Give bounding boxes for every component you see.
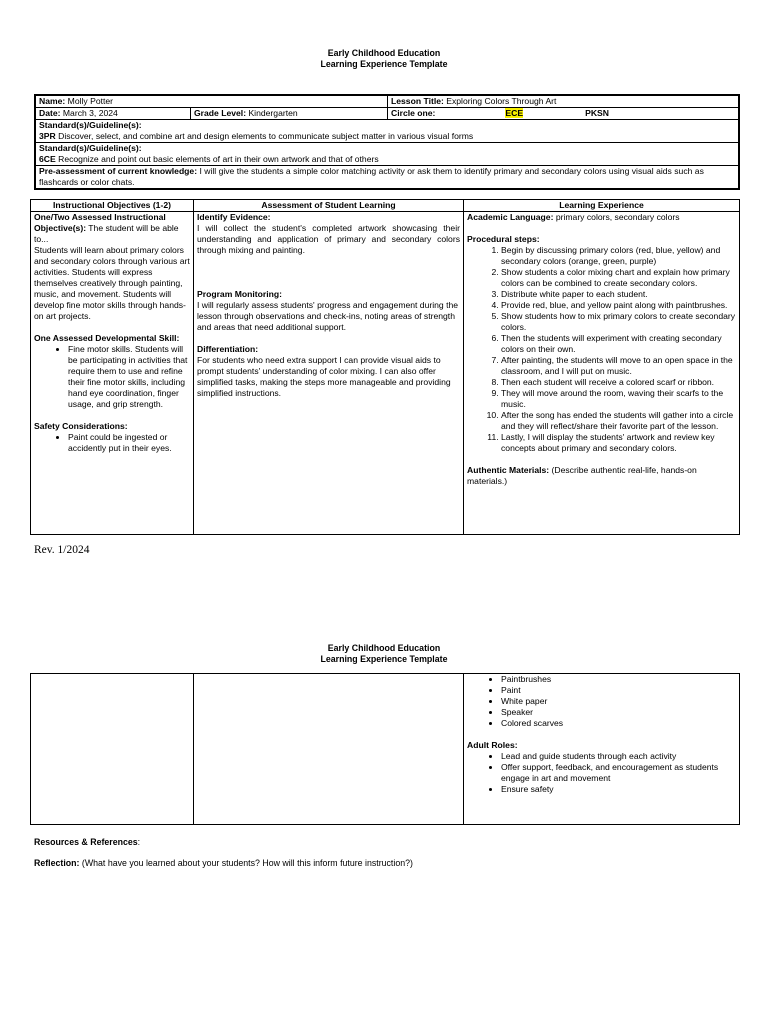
reflection-label: Reflection: xyxy=(34,858,80,868)
step-item: 6. Then the students will experiment with creating secondary colors on their own. xyxy=(501,333,736,355)
name-value: Molly Potter xyxy=(67,96,114,106)
objectives-cell xyxy=(31,212,194,535)
date-value: March 3, 2024 xyxy=(62,108,118,118)
pre-assessment-cell xyxy=(35,166,739,190)
list-item: • Fine motor skills. Students will be participating in activities that require them to use and refine their fine motor skills, including hand eye coordination, finger usage, and grip strength. xyxy=(68,344,190,410)
step-item: 11. Lastly, I will display the students' artwork and review key concepts about primary and secondary colors. xyxy=(501,432,736,454)
col-head-learning-experience: Learning Experience xyxy=(464,200,740,212)
list-item: • Paintbrushes xyxy=(501,674,736,685)
page2-objectives-cell xyxy=(31,674,194,825)
differentiation-text: For students who need extra support I can provide visual aids to prompt students' understanding of color mixing. I can also offer simplified tasks, making the steps more manageable and providing simplified instructions. xyxy=(197,355,451,398)
monitoring-text: I will regularly assess students' progress and engagement during the lesson through observations and check-ins, noting areas of strength and areas that need additional support. xyxy=(197,300,459,332)
date-label: Date: xyxy=(39,108,61,118)
circle-one-cell xyxy=(388,108,740,120)
objective-body: Students will learn about primary colors and secondary colors through various art activities. Students will express themselves creatively through painting, music, and movement. Students will develop fine motor skills through hands-on art projects. xyxy=(34,245,190,321)
reflection-section xyxy=(34,858,413,869)
evidence-text: I will collect the student's completed artwork showcasing their understanding and application of primary and secondary colors through mixing and painting. xyxy=(197,223,460,255)
circle-one-label: Circle one: xyxy=(391,108,436,118)
step-item: 1. Begin by discussing primary colors (red, blue, yellow) and secondary colors (orange, green, purple) xyxy=(501,245,736,267)
academic-language-label: Academic Language: xyxy=(467,212,554,222)
list-item: • White paper xyxy=(501,696,736,707)
resources-label: Resources & References xyxy=(34,837,138,847)
objective-intro: The student will be able to... xyxy=(34,223,179,244)
step-item: 3. Distribute white paper to each student. xyxy=(501,289,736,300)
developmental-skill-list xyxy=(34,344,190,410)
standard-2-cell xyxy=(35,143,739,166)
monitoring-label: Program Monitoring: xyxy=(197,289,282,299)
page2-subtitle: Learning Experience Template xyxy=(320,654,448,664)
learning-experience-cell xyxy=(464,212,740,535)
list-item: • Ensure safety xyxy=(501,784,736,795)
date-cell xyxy=(35,108,191,120)
list-item: • Offer support, feedback, and encouragement as students engage in art and movement xyxy=(501,762,736,784)
document-subtitle: Learning Experience Template xyxy=(320,59,448,69)
procedural-steps-label: Procedural steps: xyxy=(467,234,540,244)
developmental-skill-label: One Assessed Developmental Skill: xyxy=(34,333,180,343)
step-item: 10. After the song has ended the students will gather into a circle and they will reflect/share their favorite part of the lesson. xyxy=(501,410,736,432)
col-head-objectives: Instructional Objectives (1-2) xyxy=(31,200,194,212)
standard-1-label: Standard(s)/Guideline(s): xyxy=(39,120,142,130)
standard-1-text: Discover, select, and combine art and design elements to communicate subject matter in various visual forms xyxy=(58,131,474,141)
grade-label: Grade Level: xyxy=(194,108,247,118)
procedural-steps-list xyxy=(467,245,736,454)
pre-assessment-label: Pre-assessment of current knowledge: xyxy=(39,166,198,176)
standard-2-text: Recognize and point out basic elements of art in their own artwork and that of others xyxy=(58,154,379,164)
step-item: 2. Show students a color mixing chart and explain how primary colors can be combined to create secondary colors. xyxy=(501,267,736,289)
adult-roles-label: Adult Roles: xyxy=(467,740,518,750)
list-item: • Colored scarves xyxy=(501,718,736,729)
authentic-materials-label: Authentic Materials: xyxy=(467,465,550,475)
list-item: • Paint xyxy=(501,685,736,696)
materials-list xyxy=(467,674,736,729)
resources-colon: : xyxy=(137,837,141,847)
circle-option-ece: ECE xyxy=(505,108,524,118)
list-item: • Paint could be ingested or accidently put in their eyes. xyxy=(68,432,190,454)
assessment-cell xyxy=(194,212,464,535)
page2-title: Early Childhood Education xyxy=(327,643,441,653)
list-item: • Lead and guide students through each activity xyxy=(501,751,736,762)
document-title: Early Childhood Education xyxy=(327,48,441,58)
step-item: 4. Provide red, blue, and yellow paint along with paintbrushes. xyxy=(501,300,736,311)
differentiation-label: Differentiation: xyxy=(197,344,259,354)
lesson-title-cell xyxy=(388,95,740,108)
academic-language-text: primary colors, secondary colors xyxy=(555,212,680,222)
reflection-text: (What have you learned about your students? How will this inform future instruction?) xyxy=(79,858,413,868)
standard-2-code: 6CE xyxy=(39,154,56,164)
standard-1-code: 3PR xyxy=(39,131,56,141)
lesson-plan-table xyxy=(30,199,740,535)
page2-table xyxy=(30,673,740,825)
name-label: Name: xyxy=(39,96,66,106)
lesson-title-label: Lesson Title: xyxy=(391,96,444,106)
safety-list xyxy=(34,432,190,454)
objective-label: One/Two Assessed Instructional Objective(s): xyxy=(34,212,166,233)
step-item: 8. Then each student will receive a colored scarf or ribbon. xyxy=(501,377,736,388)
col-head-assessment: Assessment of Student Learning xyxy=(194,200,464,212)
step-item: 7. After painting, the students will move to an open space in the classroom, and I will put on music. xyxy=(501,355,736,377)
grade-cell xyxy=(191,108,388,120)
lesson-title-value: Exploring Colors Through Art xyxy=(446,96,557,106)
page2-learning-cell xyxy=(464,674,740,825)
standard-2-label: Standard(s)/Guideline(s): xyxy=(39,143,142,153)
standard-1-cell xyxy=(35,120,739,143)
safety-label: Safety Considerations: xyxy=(34,421,128,431)
page2-assessment-cell xyxy=(194,674,464,825)
list-item: • Speaker xyxy=(501,707,736,718)
authentic-materials-text: (Describe authentic real-life, hands-on materials.) xyxy=(467,465,697,486)
resources-section xyxy=(34,837,140,848)
lesson-info-table xyxy=(34,94,740,190)
circle-option-pksn: PKSN xyxy=(585,108,609,118)
revision-label: Rev. 1/2024 xyxy=(34,544,90,556)
adult-roles-list xyxy=(467,751,736,795)
step-item: 9. They will move around the room, waving their scarfs to the music. xyxy=(501,388,736,410)
evidence-label: Identify Evidence: xyxy=(197,212,271,222)
name-cell xyxy=(35,95,388,108)
grade-value: Kindergarten xyxy=(248,108,298,118)
pre-assessment-text: I will give the students a simple color matching activity or ask them to identify primary and secondary colors using visual aids such as flashcards or color chats. xyxy=(39,166,704,187)
step-item: 5. Show students how to mix primary colors to create secondary colors. xyxy=(501,311,736,333)
